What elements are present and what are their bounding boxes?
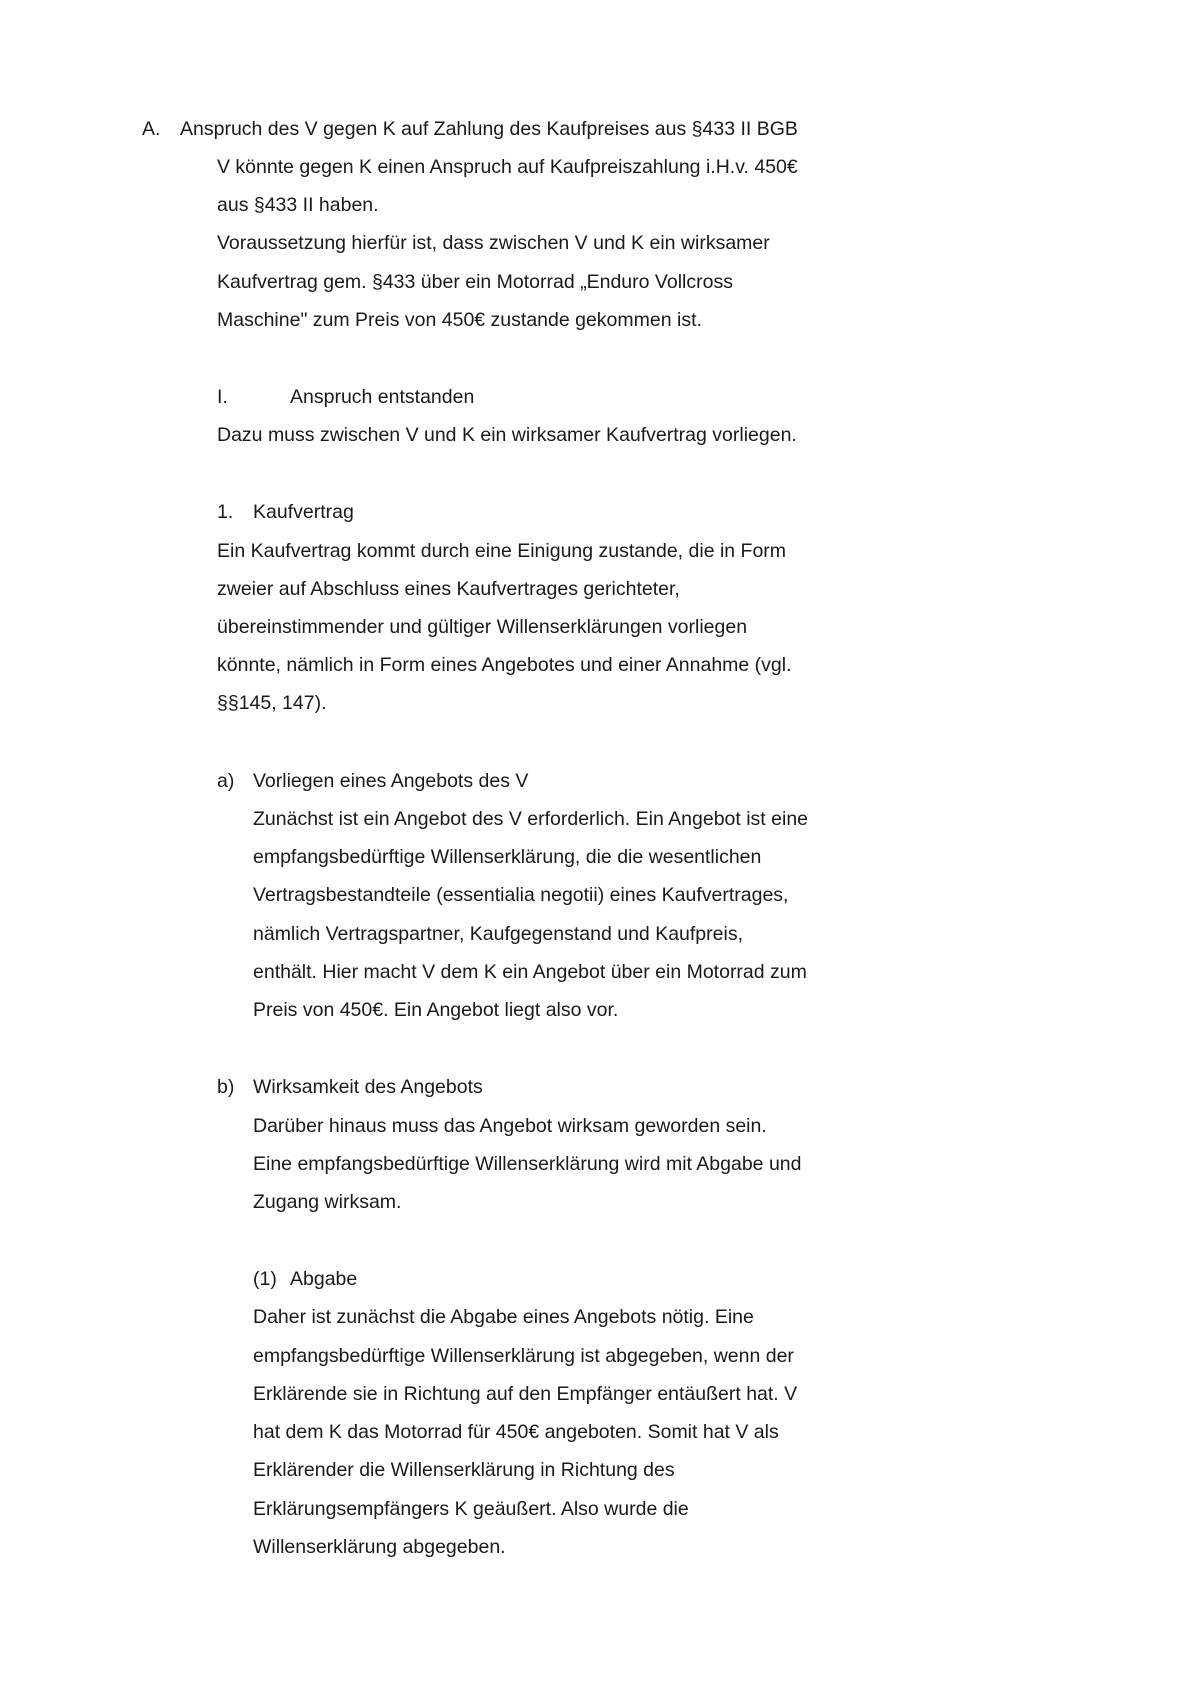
section-a-title: Vorliegen eines Angebots des V [253,770,529,792]
section-b1-line: Erklärende sie in Richtung auf den Empfänger entäußert hat. V [253,1383,798,1405]
section-a-line: Zunächst ist ein Angebot des V erforderlich. Ein Angebot ist eine [253,808,809,830]
section-b1-line: Daher ist zunächst die Abgabe eines Angebots nötig. Eine [253,1306,754,1328]
section-b-title: Wirksamkeit des Angebots [253,1076,483,1098]
section-a-line: Vertragsbestandteile (essentialia negotii) eines Kaufvertrages, [253,884,789,906]
section-a-line: empfangsbedürftige Willenserklärung, die die wesentlichen [253,846,762,868]
section-a-marker: a) [217,770,235,792]
section-a-line: Preis von 450€. Ein Angebot liegt also vor. [253,999,619,1021]
section-i-line: Dazu muss zwischen V und K ein wirksamer Kaufvertrag vorliegen. [217,424,797,446]
intro-line: Voraussetzung hierfür ist, dass zwischen V und K ein wirksamer [217,232,770,254]
intro-line: aus §433 II haben. [217,194,379,216]
section-i-title: Anspruch entstanden [290,386,475,408]
intro-line: Maschine" zum Preis von 450€ zustande gekommen ist. [217,309,702,331]
section-b-marker: b) [217,1076,235,1098]
heading-a-marker: A. [142,118,161,140]
section-a-line: nämlich Vertragspartner, Kaufgegenstand und Kaufpreis, [253,923,743,945]
section-1-marker: 1. [217,501,234,523]
section-1-line: könnte, nämlich in Form eines Angebotes und einer Annahme (vgl. [217,654,792,676]
section-b1-marker: (1) [253,1268,277,1290]
section-1-line: Ein Kaufvertrag kommt durch eine Einigung zustande, die in Form [217,540,787,562]
section-b1-title: Abgabe [290,1268,358,1290]
section-a-line: enthält. Hier macht V dem K ein Angebot über ein Motorrad zum [253,961,807,983]
section-b1-line: empfangsbedürftige Willenserklärung ist abgegeben, wenn der [253,1345,794,1367]
section-b-line: Zugang wirksam. [253,1191,402,1213]
section-i-marker: I. [217,386,228,408]
section-b1-line: Erklärungsempfängers K geäußert. Also wurde die [253,1498,689,1520]
section-b-line: Eine empfangsbedürftige Willenserklärung wird mit Abgabe und [253,1153,802,1175]
section-1-line: zweier auf Abschluss eines Kaufvertrages gerichteter, [217,578,680,600]
section-1-title: Kaufvertrag [253,501,354,523]
section-1-line: §§145, 147). [217,692,327,714]
intro-line: V könnte gegen K einen Anspruch auf Kaufpreiszahlung i.H.v. 450€ [217,156,798,178]
intro-line: Kaufvertrag gem. §433 über ein Motorrad „Enduro Vollcross [217,271,733,293]
section-1-line: übereinstimmender und gültiger Willenserklärungen vorliegen [217,616,748,638]
section-b1-line: Willenserklärung abgegeben. [253,1536,506,1558]
section-b-line: Darüber hinaus muss das Angebot wirksam geworden sein. [253,1115,767,1137]
section-b1-line: hat dem K das Motorrad für 450€ angeboten. Somit hat V als [253,1421,779,1443]
heading-a-title: Anspruch des V gegen K auf Zahlung des Kaufpreises aus §433 II BGB [180,118,798,140]
section-b1-line: Erklärender die Willenserklärung in Richtung des [253,1459,675,1481]
